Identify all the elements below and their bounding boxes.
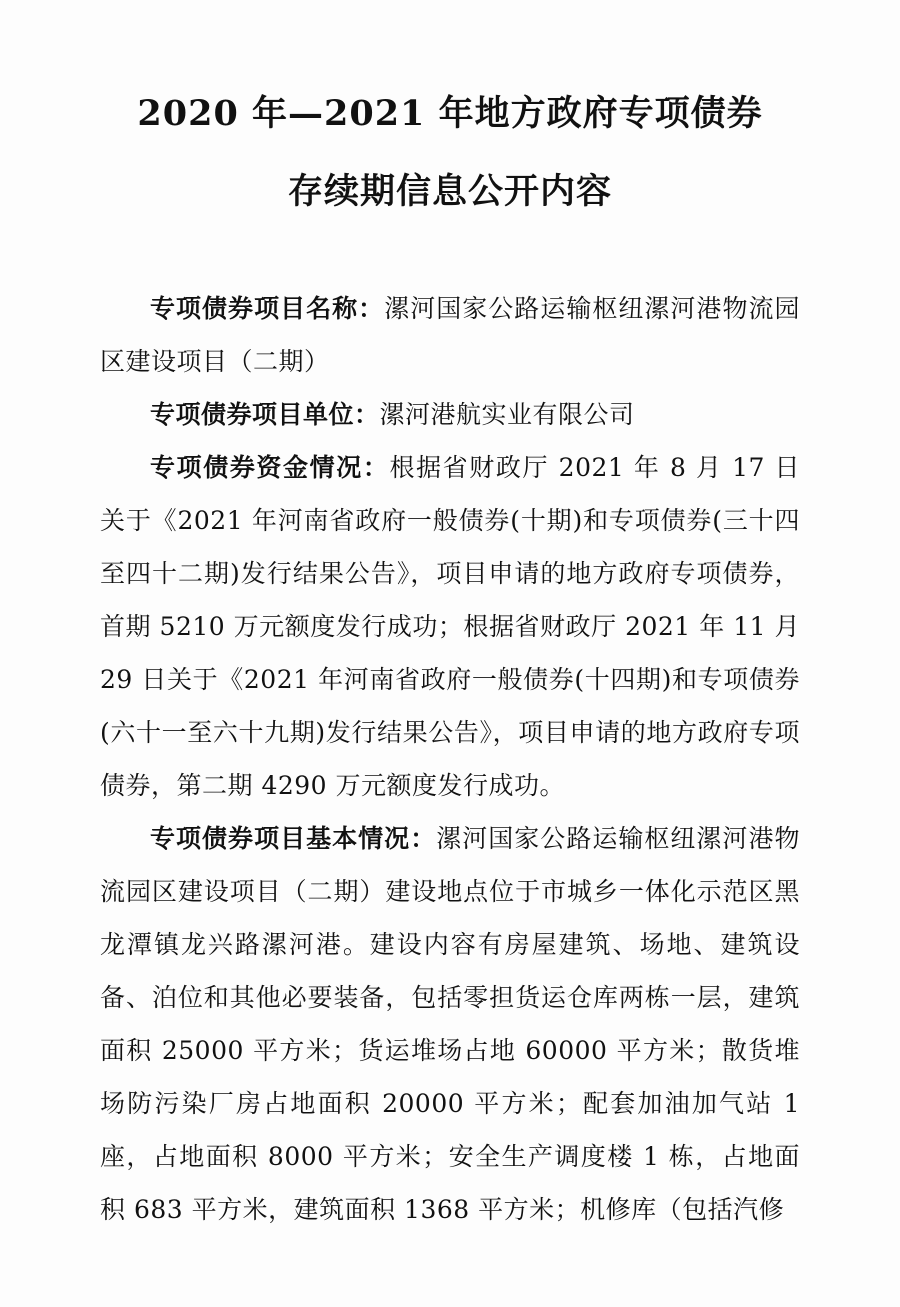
basic-info-label: 专项债券项目基本情况： [150,824,437,853]
funding-label: 专项债券资金情况： [150,453,390,482]
document-title-line-1: 2020 年—2021 年地方政府专项债券 [137,93,763,134]
project-name-label: 专项债券项目名称： [150,294,385,323]
basic-info-text: 漯河国家公路运输枢纽漯河港物流园区建设项目（二期）建设地点位于市城乡一体化示范区黑龙潭镇龙兴路漯河港。建设内容有房屋建筑、场地、建筑设备、泊位和其他必要装备，包括零担货运仓库两栋一层，建筑面积 25000 平方米；货运堆场占地 60000 平方米；散货堆场防污染厂房占地面积 20000 平方米；配套加油加气站 1 座，占地面积 8000 平方米；安全生产调度楼 1 栋，占地面积 683 平方米，建筑面积 1368 平方米；机修库（包括汽修 [100,824,800,1224]
basic-info-paragraph [100,812,800,1236]
funding-text: 根据省财政厅 2021 年 8 月 17 日关于《2021 年河南省政府一般债券(十期)和专项债券(三十四至四十二期)发行结果公告》，项目申请的地方政府专项债券，首期 5210 万元额度发行成功；根据省财政厅 2021 年 11 月 29 日关于《2021 年河南省政府一般债券(十四期)和专项债券(六十一至六十九期)发行结果公告》，项目申请的地方政府专项债券，第二期 4290 万元额度发行成功。 [100,453,800,800]
project-name-value: 漯河国家公路运输枢纽漯河港物流园区建设项目（二期） [100,294,800,376]
document-title-line-2: 存续期信息公开内容 [287,171,612,212]
project-name-paragraph [100,282,800,388]
project-unit-value: 漯河港航实业有限公司 [379,400,635,429]
project-unit-label: 专项债券项目单位： [150,400,380,429]
funding-paragraph [100,441,800,812]
project-unit-paragraph [100,388,800,441]
